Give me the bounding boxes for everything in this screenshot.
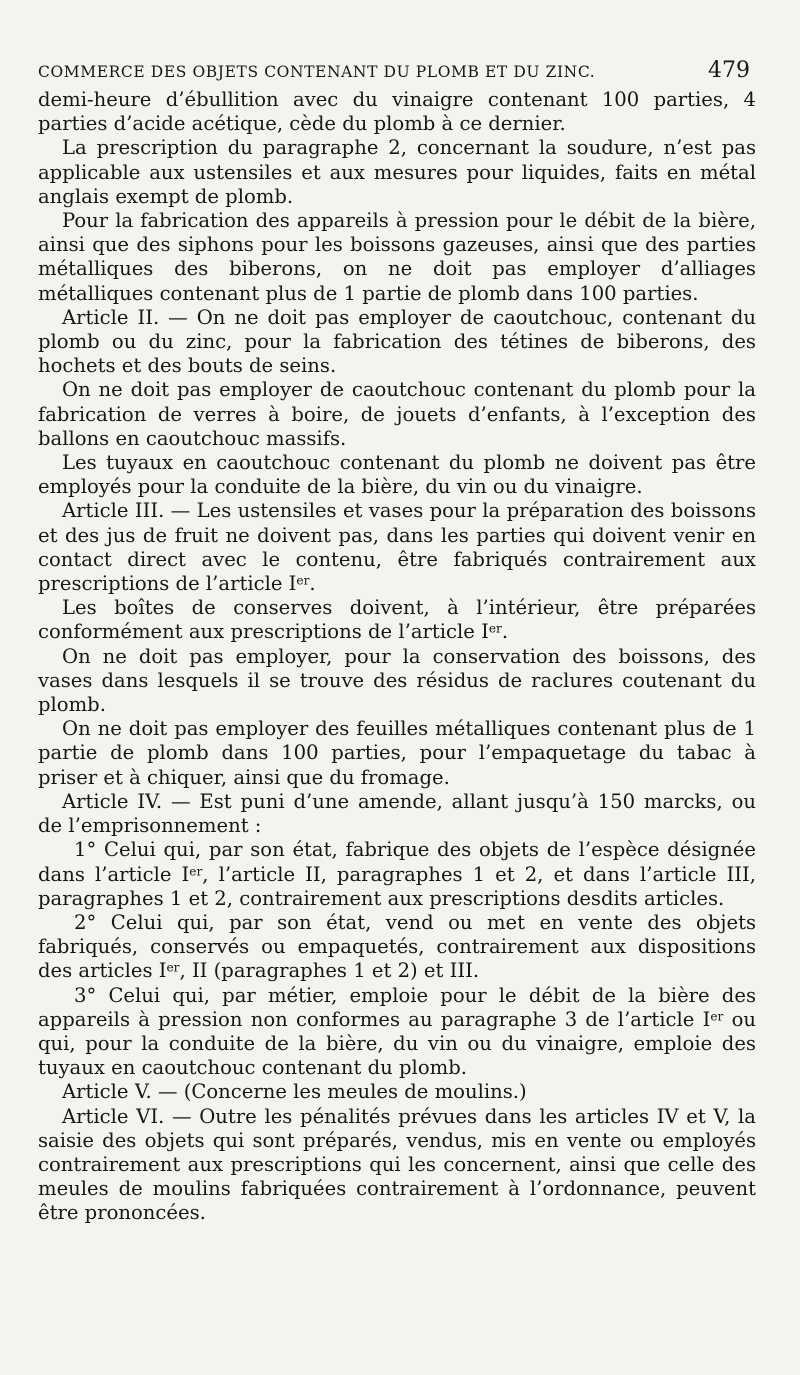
page <box>38 58 756 1226</box>
article-vi-paragraph: Article VI. — Outre les pénalités prévues dans les articles IV et V, la saisie des objets qui sont préparés, vendus, mis en vente ou employés contrairement aux prescriptions qui les concernent, ainsi que celle des meules de moulins fabriquées contrairement à l’ordonnance, peuvent être prononcées. <box>38 1104 756 1225</box>
page-number: 479 <box>708 58 750 83</box>
article-iii-paragraph: Article III. — Les ustensiles et vases pour la préparation des boissons et des jus de fruit ne doivent pas, dans les parties qui doivent venir en contact direct avec le contenu, être fabriqués contrairement aux prescriptions de l’article Ier. <box>38 499 756 596</box>
paragraph-2: La prescription du paragraphe 2, concernant la soudure, n’est pas applicable aux ustensiles et aux mesures pour liquides, faits en métal anglais exempt de plomb. <box>38 136 756 208</box>
paragraph-1: demi-heure d’ébullition avec du vinaigre contenant 100 parties, 4 parties d’acide acétique, cède du plomb à ce dernier. <box>38 88 756 136</box>
paragraph-3: Pour la fabrication des appareils à pression pour le débit de la bière, ainsi que des siphons pour les boissons gazeuses, ainsi que des parties métalliques des biberons, on ne doit pas employer d’alliages métalliques contenant plus de 1 partie de plomb dans 100 parties. <box>38 209 756 305</box>
article-iv-item-3: 3° Celui qui, par métier, emploie pour le débit de la bière des appareils à pression non conformes au paragraphe 3 de l’article Ier ou qui, pour la conduite de la bière, du vin ou du vinaigre, emploie des tuyaux en caoutchouc contenant du plomb. <box>38 983 756 1080</box>
article-iv-paragraph: Article IV. — Est puni d’une amende, allant jusqu’à 150 marcks, ou de l’emprisonnement : <box>38 789 756 838</box>
body-text <box>38 88 756 1226</box>
article-iv-item-2: 2° Celui qui, par son état, vend ou met en vente des objets fabriqués, conservés ou empaquetés, contrairement aux dispositions des articles Ier, II (paragraphes 1 et 2) et III. <box>38 910 756 983</box>
article-iv-item-1: 1° Celui qui, par son état, fabrique des objets de l’espèce désignée dans l’article Ier, l’article II, paragraphes 1 et 2, et dans l’article III, paragraphes 1 et 2, contrairement aux prescriptions desdits articles. <box>38 838 756 910</box>
paragraph-10: On ne doit pas employer des feuilles métalliques contenant plus de 1 partie de plomb dans 100 parties, pour l’empaquetage du tabac à priser et à chiquer, ainsi que du fromage. <box>38 717 756 789</box>
running-title: COMMERCE DES OBJETS CONTENANT DU PLOMB ET DU ZINC. <box>38 63 596 81</box>
paragraph-6: Les tuyaux en caoutchouc contenant du plomb ne doivent pas être employés pour la conduite de la bière, du vin ou du vinaigre. <box>38 451 756 499</box>
article-ii-paragraph: Article II. — On ne doit pas employer de caoutchouc, contenant du plomb ou du zinc, pour la fabrication des tétines de biberons, des hochets et des bouts de seins. <box>38 305 756 378</box>
paragraph-8: Les boîtes de conserves doivent, à l’intérieur, être préparées conformément aux prescriptions de l’article Ier. <box>38 596 756 644</box>
article-v-paragraph: Article V. — (Concerne les meules de moulins.) <box>62 1080 527 1104</box>
running-header <box>38 58 756 88</box>
paragraph-9: On ne doit pas employer, pour la conservation des boissons, des vases dans lesquels il se trouve des résidus de raclures coutenant du plomb. <box>38 644 756 717</box>
paragraph-5: On ne doit pas employer de caoutchouc contenant du plomb pour la fabrication de verres à boire, de jouets d’enfants, à l’exception des ballons en caoutchouc massifs. <box>38 378 756 450</box>
